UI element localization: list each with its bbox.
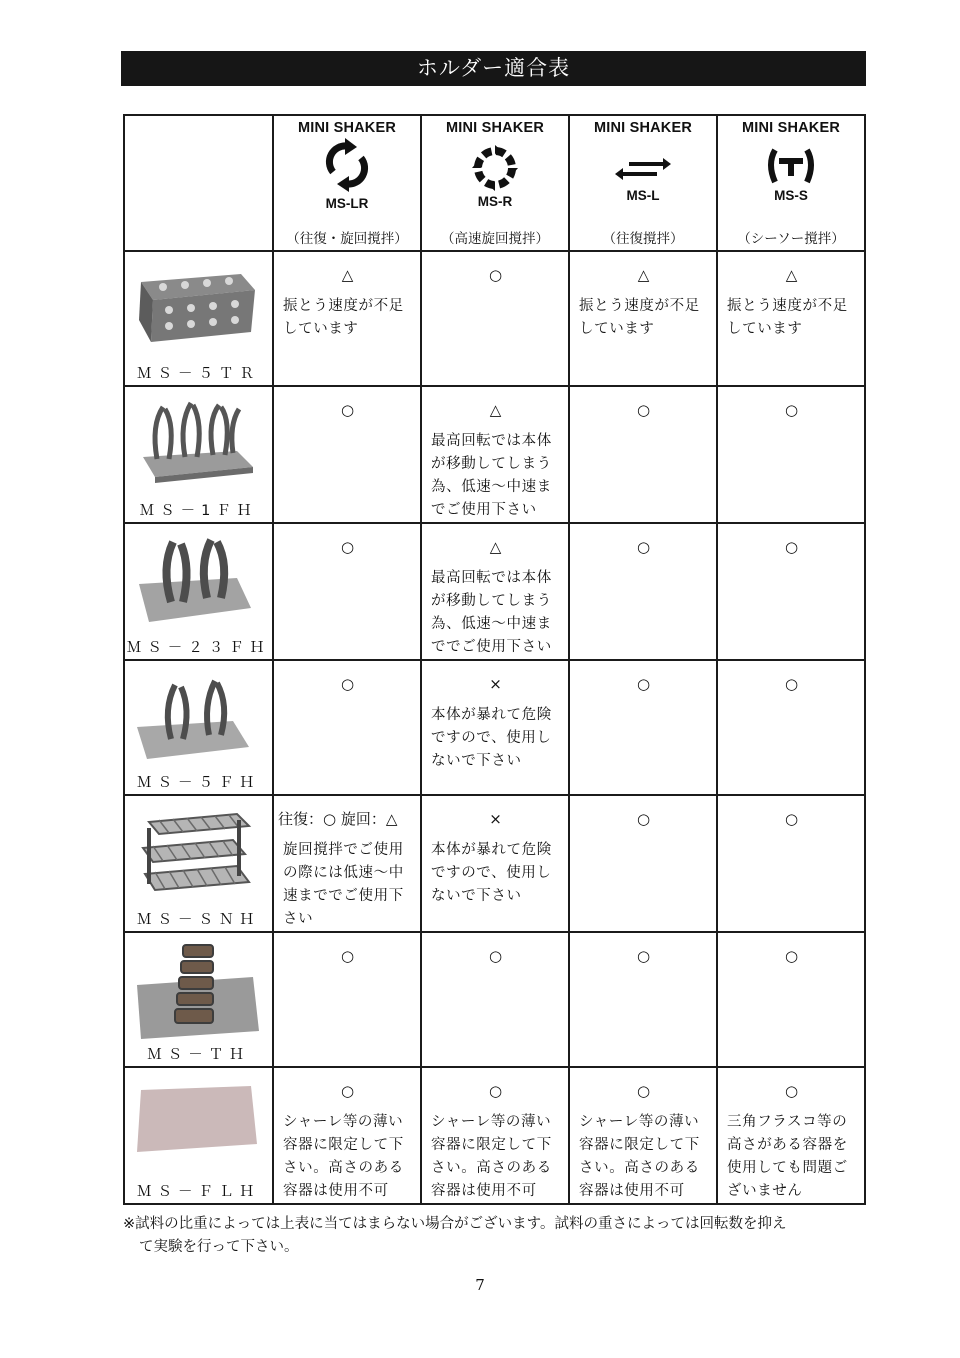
- circular-arrows-icon: [469, 142, 521, 194]
- compat-cell: [273, 386, 421, 523]
- brand-label: MINI SHAKER: [741, 120, 841, 136]
- compat-note: 最高回転では本体が移動してしまう為、低速～中速までご使用下さい: [431, 433, 552, 518]
- compat-mark: ○: [488, 947, 503, 965]
- compat-cell: [569, 386, 717, 523]
- table-row: [124, 660, 865, 795]
- compat-mark: ○: [340, 1082, 355, 1100]
- holder-model: ＭＳ－５ＦＨ: [137, 775, 260, 791]
- holder-model: ＭＳ－２３ＦＨ: [126, 640, 271, 656]
- compat-mark: ○: [636, 675, 651, 693]
- header-ms-s: [717, 115, 865, 251]
- holder-cell: [124, 1067, 273, 1204]
- flat-mat-holder-image: [133, 1076, 263, 1176]
- compat-cell: [717, 660, 865, 795]
- compat-mark: △: [489, 401, 502, 419]
- flask-clamp-holder-image: [133, 532, 263, 632]
- table-row: [124, 795, 865, 932]
- holder-cell: [124, 660, 273, 795]
- compat-cell: [569, 660, 717, 795]
- holder-cell: [124, 795, 273, 932]
- rotate-arrows-icon: [317, 136, 377, 196]
- compat-note: 本体が暴れて危険ですので、使用しないで下さい: [431, 842, 552, 904]
- header-ms-lr: [273, 115, 421, 251]
- compat-mark: △: [785, 266, 798, 284]
- compat-cell: [421, 386, 569, 523]
- compat-note: 振とう速度が不足しています: [283, 298, 404, 337]
- compat-mark: ○: [636, 1082, 651, 1100]
- compat-mark: ○: [784, 810, 799, 828]
- compat-note: 振とう速度が不足しています: [727, 298, 848, 337]
- table-row: [124, 251, 865, 386]
- compat-cell: [421, 795, 569, 932]
- compat-cell: [569, 932, 717, 1067]
- brand-label: MINI SHAKER: [593, 120, 693, 136]
- compat-mark: △: [637, 266, 650, 284]
- header-row: [124, 115, 865, 251]
- table-row: [124, 1067, 865, 1204]
- compat-mark: △: [341, 266, 354, 284]
- compat-mark: ○: [636, 947, 651, 965]
- page-title: ホルダー適合表: [121, 51, 866, 86]
- compat-mark: ○: [784, 675, 799, 693]
- compat-mark: 往復：○ 旋回：△: [278, 810, 398, 828]
- compat-mark: ○: [488, 266, 503, 284]
- holder-model: ＭＳ－５ＴＲ: [137, 366, 260, 382]
- compat-cell: [421, 932, 569, 1067]
- compat-mark: ○: [636, 810, 651, 828]
- compat-mark: ○: [636, 538, 651, 556]
- compat-cell: [421, 1067, 569, 1204]
- compat-mark: ○: [488, 1082, 503, 1100]
- compat-cell: [421, 523, 569, 660]
- compat-mark: ○: [340, 947, 355, 965]
- corner-cell: [124, 115, 273, 251]
- compat-mark: ○: [636, 401, 651, 419]
- holder-cell: [124, 251, 273, 386]
- seesaw-icon: [765, 144, 817, 188]
- compat-cell: [421, 660, 569, 795]
- model-label: MS-R: [477, 194, 513, 209]
- model-label: MS-L: [626, 188, 660, 203]
- compat-cell: [273, 932, 421, 1067]
- compat-note: 本体が暴れて危険ですので、使用しないで下さい: [431, 707, 552, 769]
- motion-label: （往復撹拌）: [602, 231, 684, 247]
- motion-label: （高速旋回撹拌）: [441, 231, 549, 247]
- holder-model: ＭＳ－ＴＨ: [147, 1047, 250, 1063]
- compat-mark: ○: [340, 401, 355, 419]
- holder-cell: [124, 386, 273, 523]
- compat-note: シャーレ等の薄い容器に限定して下さい。高さのある容器は使用不可: [283, 1114, 404, 1199]
- table-row: [124, 386, 865, 523]
- compat-cell: [273, 251, 421, 386]
- flask-clamp-holder-image: [133, 395, 263, 495]
- compat-cell: [717, 386, 865, 523]
- reciprocating-arrows-icon: [615, 148, 671, 188]
- compat-note: 振とう速度が不足しています: [579, 298, 700, 337]
- header-ms-r: [421, 115, 569, 251]
- holder-model: ＭＳ－1ＦＨ: [139, 503, 258, 519]
- holder-compatibility-table: [123, 114, 866, 1205]
- flask-clamp-holder-image: [133, 669, 263, 769]
- motion-label: （シーソー撹拌）: [737, 231, 845, 247]
- footnote-line-1: ※試料の比重によっては上表に当てはまらない場合がございます。試料の重さによっては回転数を抑え: [123, 1216, 787, 1232]
- compat-mark: ○: [784, 947, 799, 965]
- compat-cell: [717, 795, 865, 932]
- compat-cell: [273, 795, 421, 932]
- compat-mark: ○: [340, 675, 355, 693]
- header-ms-l: [569, 115, 717, 251]
- compat-note: シャーレ等の薄い容器に限定して下さい。高さのある容器は使用不可: [579, 1114, 700, 1199]
- compat-cell: [273, 660, 421, 795]
- compat-cell: [273, 523, 421, 660]
- compat-cell: [273, 1067, 421, 1204]
- stacked-net-holder-image: [133, 804, 263, 904]
- compat-mark: ○: [340, 538, 355, 556]
- brand-label: MINI SHAKER: [297, 120, 397, 136]
- compat-cell: [717, 1067, 865, 1204]
- page-number: 7: [475, 1276, 485, 1294]
- holder-cell: [124, 523, 273, 660]
- compat-cell: [569, 1067, 717, 1204]
- holder-model: ＭＳ－ＦＬＨ: [137, 1184, 260, 1200]
- footnote: [123, 1213, 873, 1259]
- compat-cell: [717, 932, 865, 1067]
- compat-cell: [421, 251, 569, 386]
- holder-cell: [124, 932, 273, 1067]
- compat-cell: [569, 251, 717, 386]
- brand-label: MINI SHAKER: [445, 120, 545, 136]
- compat-note: シャーレ等の薄い容器に限定して下さい。高さのある容器は使用不可: [431, 1114, 552, 1199]
- holder-model: ＭＳ－ＳＮＨ: [137, 912, 260, 928]
- compat-mark: ×: [489, 810, 502, 828]
- motion-label: （往復・旋回撹拌）: [286, 231, 408, 247]
- compat-mark: △: [489, 538, 502, 556]
- compat-cell: [569, 523, 717, 660]
- tube-rack-image: [133, 260, 263, 360]
- compat-mark: ○: [784, 1082, 799, 1100]
- compat-cell: [569, 795, 717, 932]
- compat-note: 旋回撹拌でご使用の際には低速～中速まででご使用下さい: [283, 842, 404, 927]
- table-row: [124, 932, 865, 1067]
- compat-mark: ×: [489, 675, 502, 693]
- model-label: MS-S: [774, 188, 808, 203]
- compat-mark: ○: [784, 538, 799, 556]
- compat-mark: ○: [784, 401, 799, 419]
- compat-note: 最高回転では本体が移動してしまう為、低速～中速まででご使用下さい: [431, 570, 552, 655]
- tube-clip-holder-image: [133, 941, 263, 1041]
- footnote-line-2: て実験を行って下さい。: [139, 1239, 299, 1255]
- compat-cell: [717, 251, 865, 386]
- compat-note: 三角フラスコ等の高さがある容器を使用しても問題ございません: [727, 1114, 848, 1199]
- model-label: MS-LR: [325, 196, 369, 211]
- table-row: [124, 523, 865, 660]
- compat-cell: [717, 523, 865, 660]
